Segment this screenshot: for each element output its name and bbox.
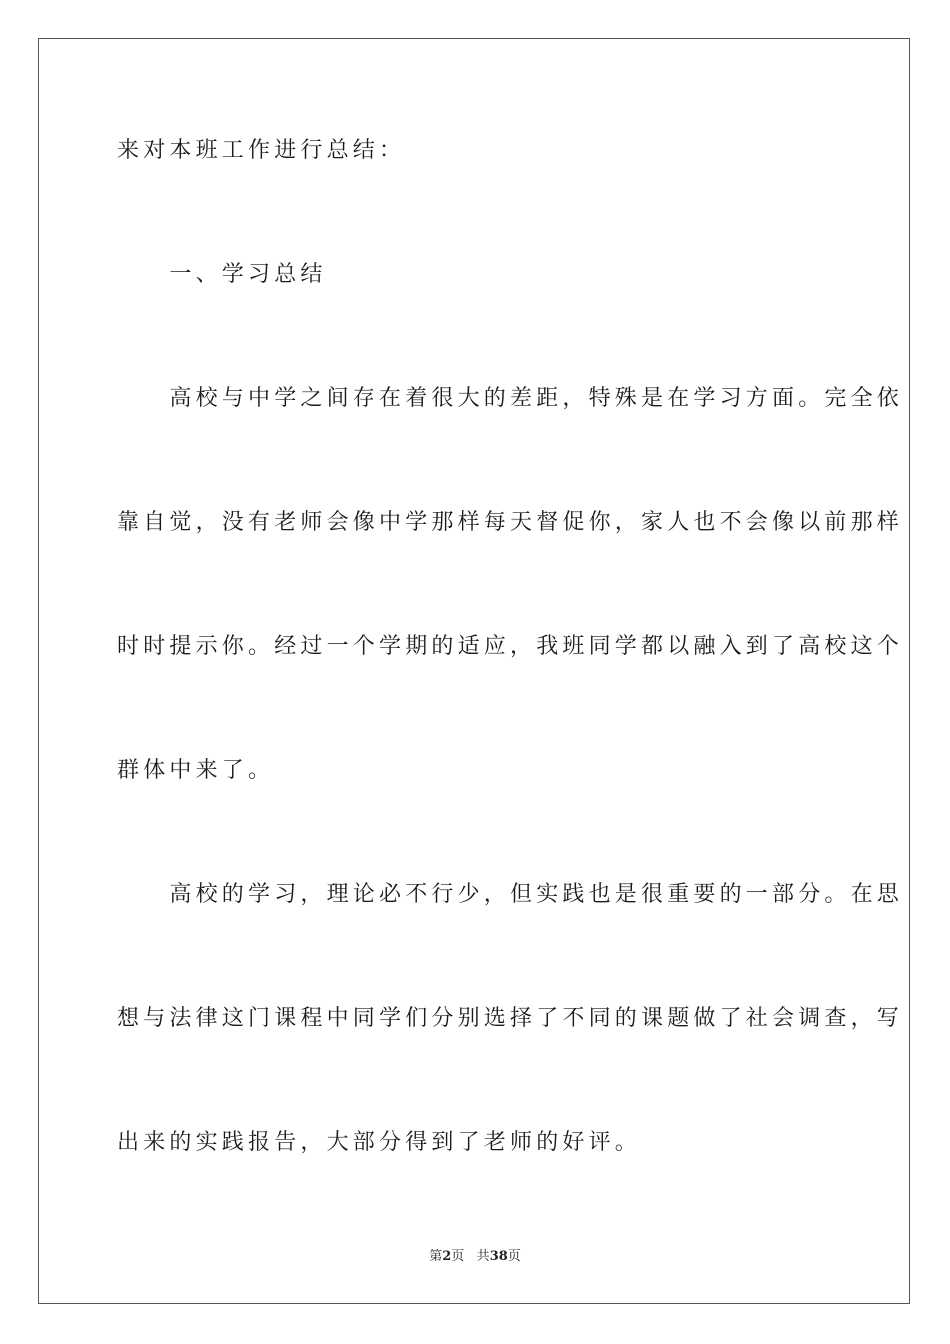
footer-page-suffix: 页: [451, 1249, 465, 1264]
footer-total-pages: 38: [489, 1249, 508, 1264]
footer-total-prefix: 共: [476, 1249, 490, 1264]
body-line-7: 高校的学习，理论必不行少，但实践也是很重要的一部分。在思: [117, 882, 904, 907]
footer-page-number: 2: [442, 1249, 452, 1264]
page-footer: [0, 1248, 950, 1266]
body-line-5: 时时提示你。经过一个学期的适应，我班同学都以融入到了高校这个: [117, 634, 904, 659]
body-line-8: 想与法律这门课程中同学们分别选择了不同的课题做了社会调查，写: [117, 1006, 904, 1031]
section-heading-study-summary: 一、学习总结: [117, 262, 327, 287]
page-frame: [38, 38, 910, 1304]
body-line-1: 来对本班工作进行总结：: [117, 138, 406, 163]
body-line-3: 高校与中学之间存在着很大的差距，特殊是在学习方面。完全依: [117, 386, 904, 411]
footer-page-prefix: 第: [429, 1249, 443, 1264]
footer-total-suffix: 页: [507, 1249, 521, 1264]
body-line-4: 靠自觉，没有老师会像中学那样每天督促你，家人也不会像以前那样: [117, 510, 904, 535]
body-line-9: 出来的实践报告，大部分得到了老师的好评。: [117, 1130, 642, 1155]
body-line-6: 群体中来了。: [117, 758, 275, 783]
